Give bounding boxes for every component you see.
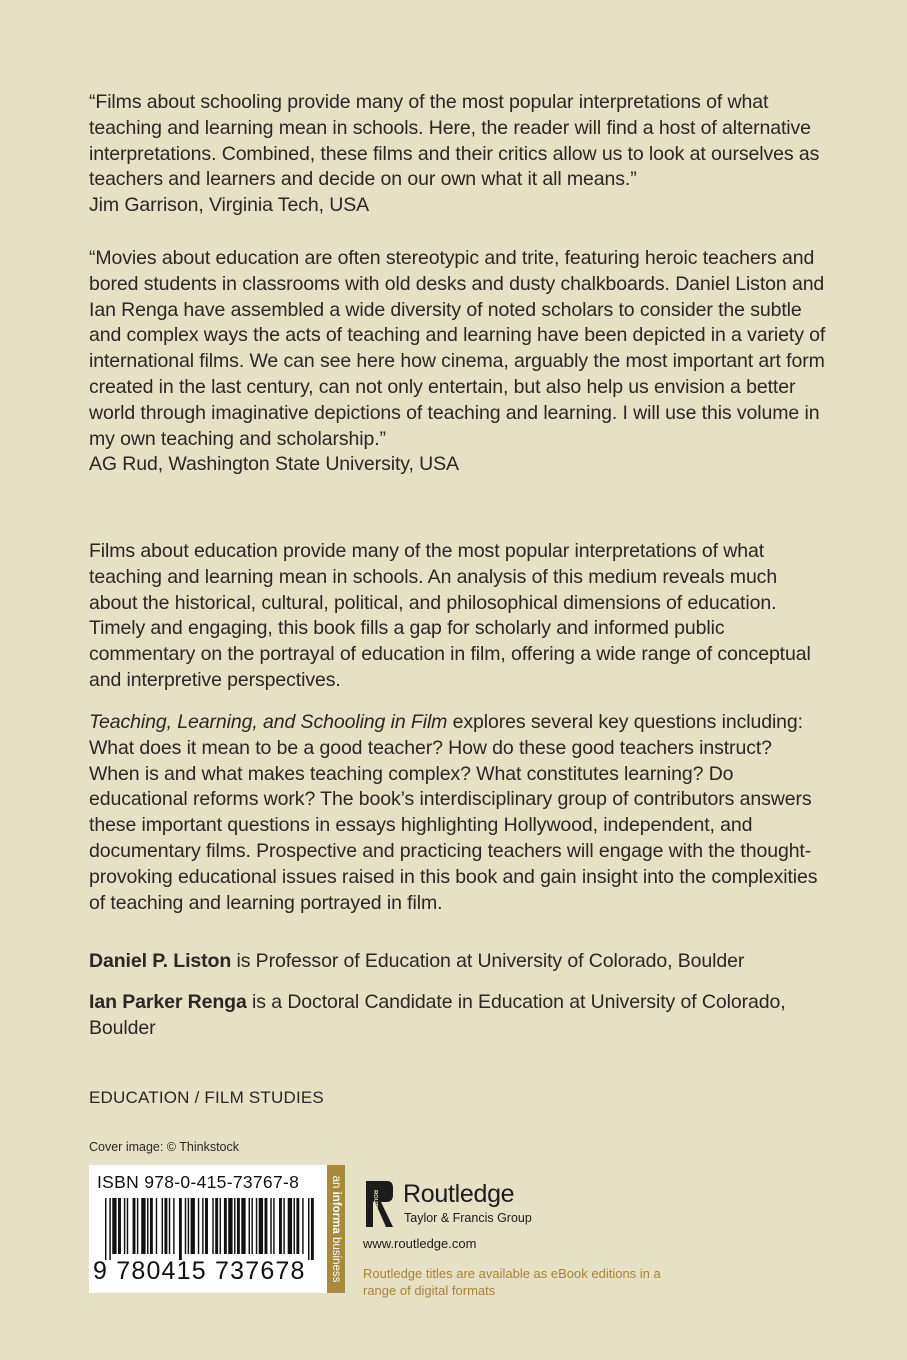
author-bio-text: is a Doctoral Candidate in Education at University of Colorado, Boulder	[89, 991, 786, 1039]
endorsement-quote: “Movies about education are often stereotypic and trite, featuring heroic teachers and bored students in classrooms with old desks and dusty chalkboards. Daniel Liston and Ian Renga have assembled a wide diversity of noted scholars to consider the subtle and complex ways the acts of teaching and learning have been depicted in a variety of international films. We can see here how cinema, arguably the most important art form created in the last century, can not only entertain, but also help us envision a better world through imaginative depictions of teaching and learning. I will use this volume in my own teaching and scholarship.”	[89, 247, 826, 450]
isbn-barcode	[89, 1165, 327, 1293]
barcode-bars-icon	[89, 1198, 327, 1260]
publisher-group: Taylor & Francis Group	[404, 1211, 532, 1225]
endorsement-garrison	[89, 90, 829, 219]
book-title: Teaching, Learning, and Schooling in Film	[89, 711, 448, 733]
ebook-availability-note: Routledge titles are available as eBook editions in a range of digital formats	[363, 1266, 661, 1298]
author-bio-text: is Professor of Education at University of Colorado, Boulder	[231, 950, 745, 972]
description-paragraph-1: Films about education provide many of the most popular interpretations of what teaching and learning mean in schools. An analysis of this medium reveals much about the historical, cultural, political, and philosophical dimensions of education. Timely and engaging, this book fills a gap for scholarly and informed public commentary on the portrayal of education in film, offering a wide range of conceptual and interpretive perspectives.	[89, 540, 811, 691]
description-paragraph-2	[89, 710, 824, 916]
informa-business-label: an informa business	[330, 1175, 342, 1283]
publisher-url[interactable]: www.routledge.com	[363, 1236, 477, 1251]
endorsement-quote: “Films about schooling provide many of the most popular interpretations of what teaching and learning mean in schools. Here, the reader will find a host of alternative interpretations. Combined, these films and their critics allow us to look at ourselves as teachers and learners and decide on our own what it all means.”	[89, 91, 820, 191]
author-bio-liston	[89, 949, 819, 975]
author-name: Daniel P. Liston	[89, 950, 232, 972]
endorsement-rud	[89, 246, 829, 478]
endorsement-attribution: Jim Garrison, Virginia Tech, USA	[89, 194, 370, 217]
description-paragraph-2-text: explores several key questions including: What does it mean to be a good teacher? How do these good teachers instruct? When is and what makes teaching complex? What constitutes learning? Do educational reforms work? The book’s interdisciplinary group of contributors answers these important questions in essays highlighting Hollywood, independent, and documentary films. Prospective and practicing teachers will engage with the thought-provoking educational issues raised in this book and gain insight into the complexities of teaching and learning portrayed in film.	[89, 711, 818, 914]
barcode-digits: 9 780415 737678	[93, 1257, 306, 1285]
subject-category: EDUCATION / FILM STUDIES	[89, 1088, 324, 1107]
cover-credit: Cover image: © Thinkstock	[89, 1140, 240, 1154]
isbn-label: ISBN 978-0-415-73767-8	[97, 1172, 300, 1192]
routledge-mark-text: ROUTLEDGE	[372, 1190, 378, 1227]
author-name: Ian Parker Renga	[89, 991, 247, 1013]
informa-strip	[327, 1165, 345, 1293]
endorsement-attribution: AG Rud, Washington State University, USA	[89, 453, 459, 476]
routledge-logo-icon	[363, 1178, 395, 1230]
publisher-name: Routledge	[403, 1180, 515, 1208]
author-bio-renga	[89, 990, 809, 1042]
